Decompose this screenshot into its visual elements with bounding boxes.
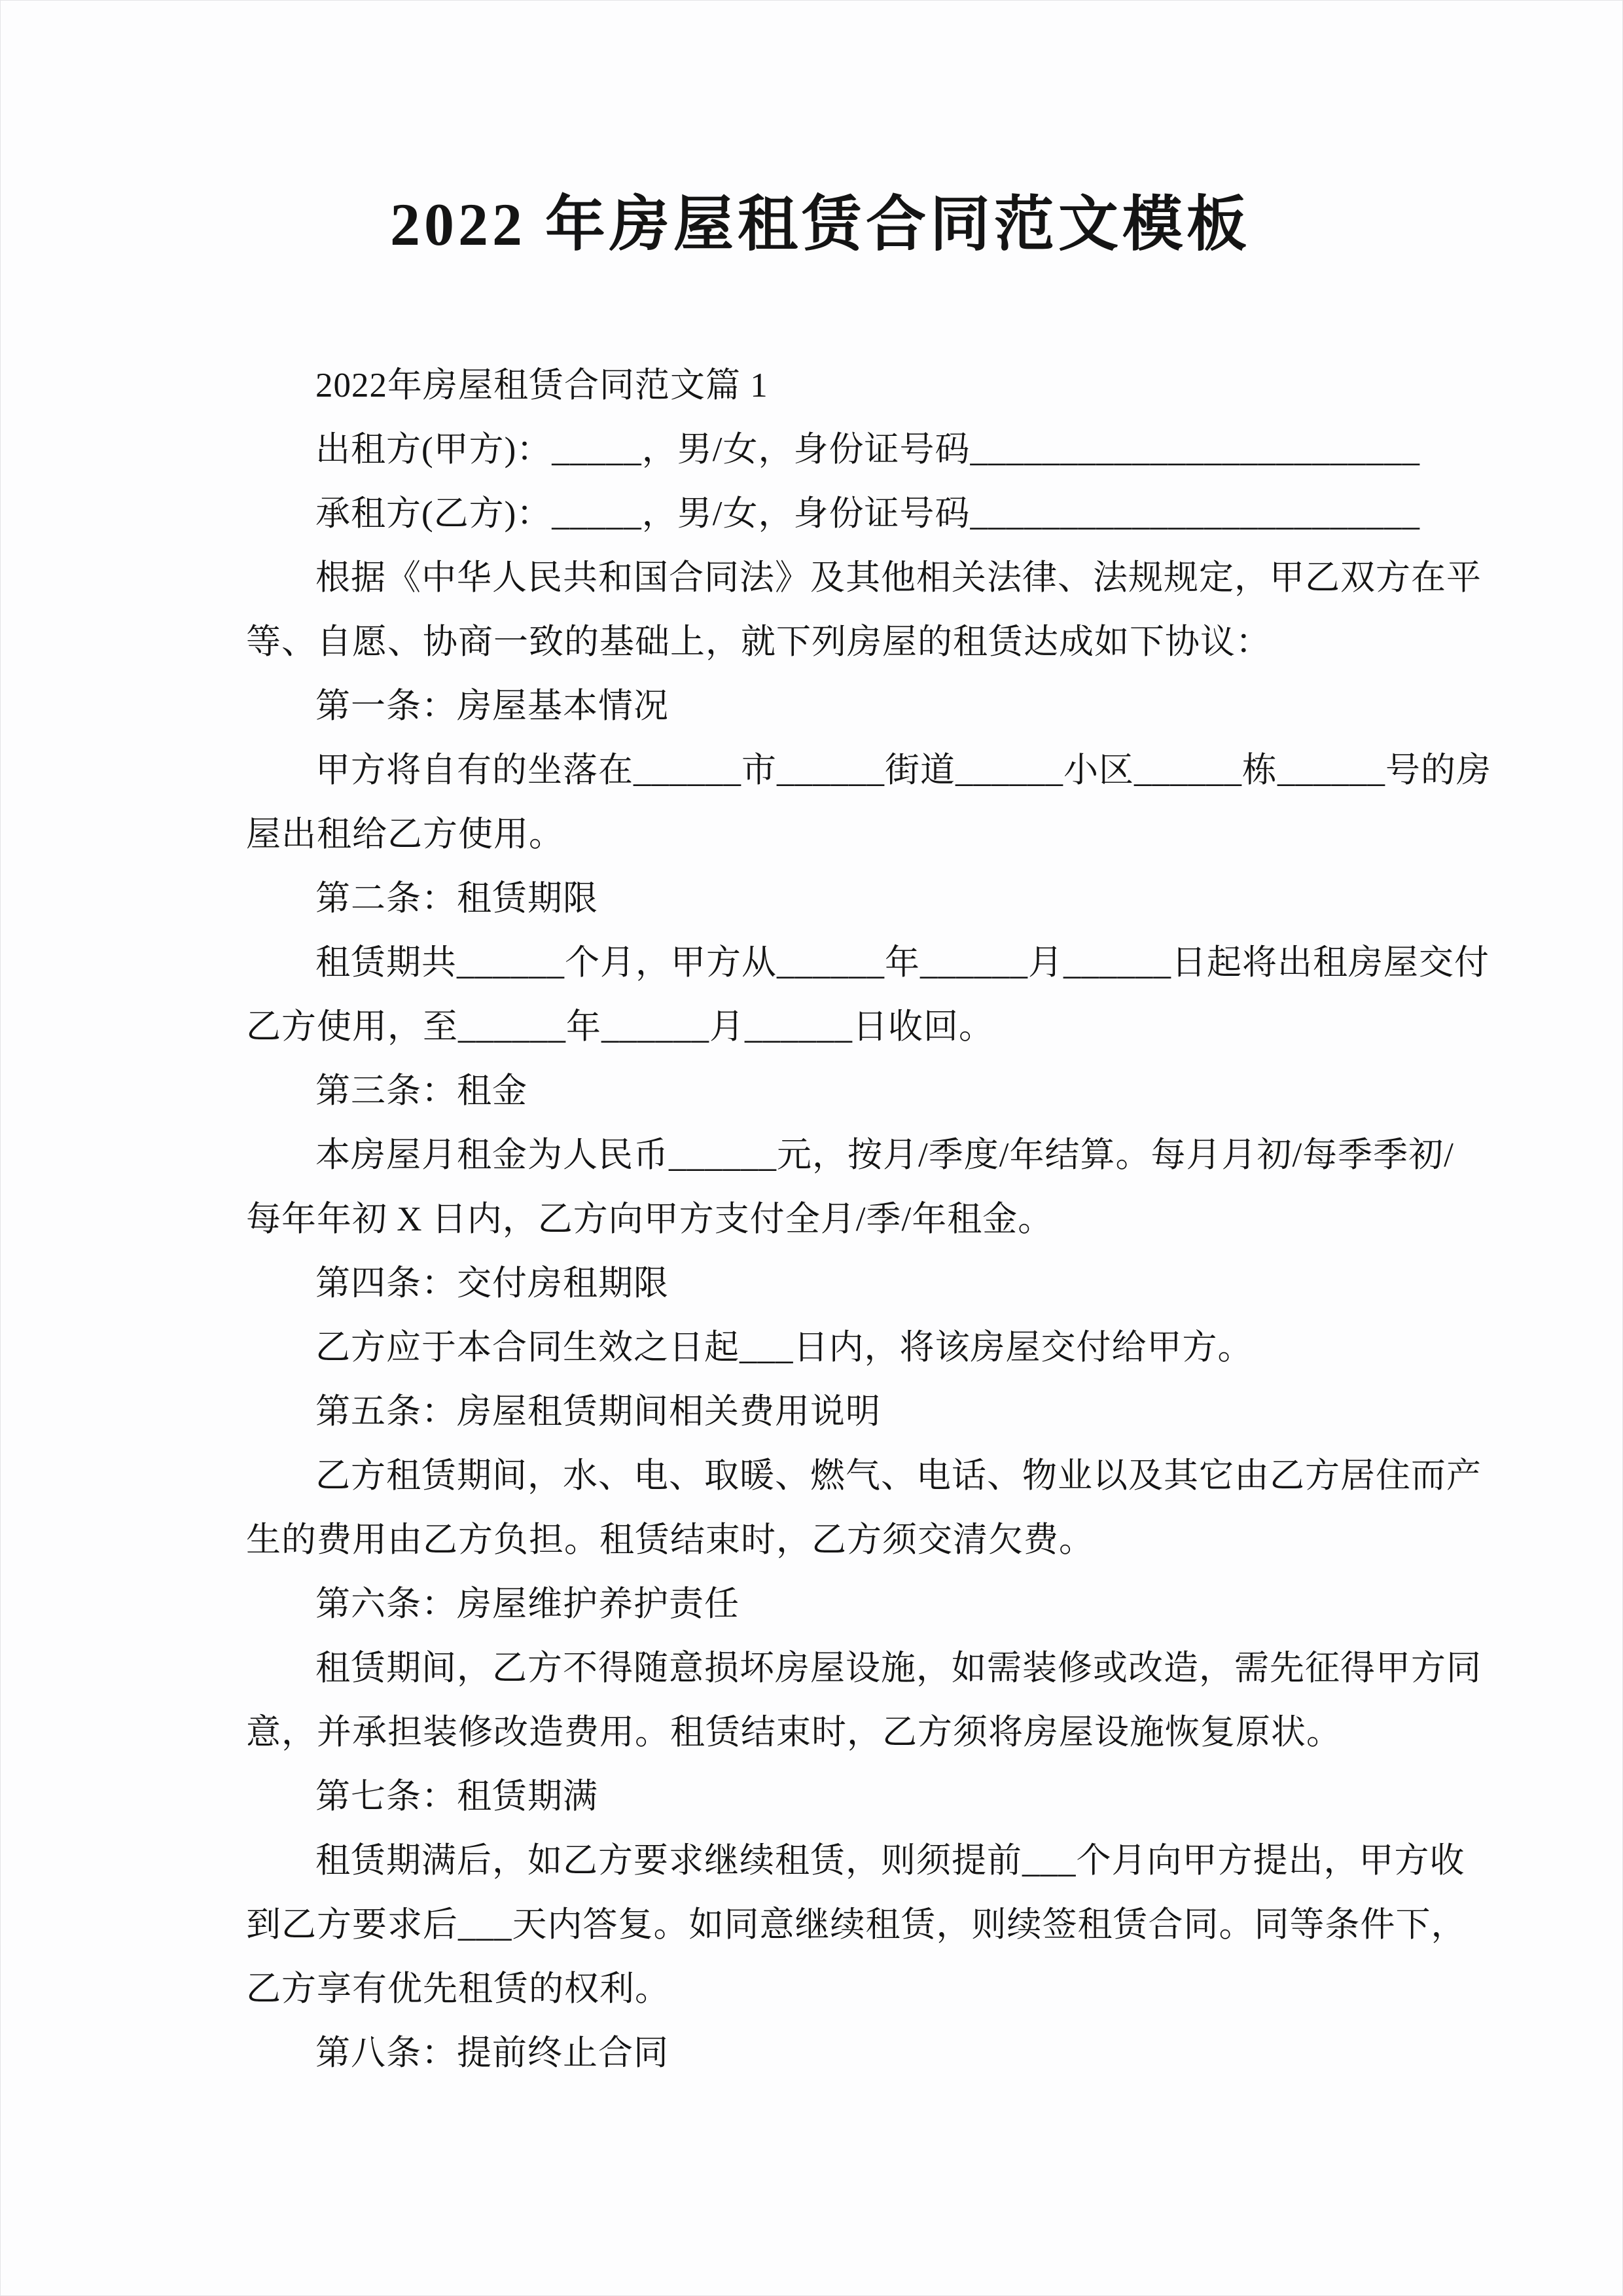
document-line: 意，并承担装修改造费用。租赁结束时，乙方须将房屋设施恢复原状。 — [246, 1713, 1342, 1751]
document-line: 乙方享有优先租赁的权利。 — [246, 1970, 670, 2008]
document-line: 本房屋月租金为人民币______元，按月/季度/年结算。每月月初/每季季初/ — [315, 1136, 1454, 1174]
document-line: 乙方使用，至______年______月______日收回。 — [246, 1008, 994, 1046]
document-line: 租赁期间，乙方不得随意损坏房屋设施，如需装修或改造，需先征得甲方同 — [315, 1649, 1482, 1687]
document-line: 乙方租赁期间，水、电、取暖、燃气、电话、物业以及其它由乙方居住而产 — [315, 1457, 1482, 1495]
document-line: 第三条：租金 — [315, 1072, 527, 1110]
document-line: 第一条：房屋基本情况 — [315, 687, 669, 725]
document-line: 到乙方要求后___天内答复。如同意继续租赁，则续签租赁合同。同等条件下， — [246, 1906, 1467, 1944]
document-line: 甲方将自有的坐落在______市______街道______小区______栋______号的房 — [315, 751, 1491, 789]
document-line: 第二条：租赁期限 — [315, 880, 598, 918]
document-line: 第七条：租赁期满 — [315, 1778, 598, 1816]
document-line: 生的费用由乙方负担。租赁结束时，乙方须交清欠费。 — [246, 1521, 1094, 1559]
document-line: 第五条：房屋租赁期间相关费用说明 — [315, 1393, 881, 1431]
document-line: 屋出租给乙方使用。 — [246, 816, 564, 853]
document-title: 2022 年房屋租赁合同范文模板 — [389, 191, 1251, 258]
document-line: 租赁期共______个月，甲方从______年______月______日起将出租房屋交付 — [315, 944, 1489, 982]
document-line: 第八条：提前终止合同 — [315, 2034, 669, 2072]
document-body — [246, 353, 1491, 2085]
document-line: 承租方(乙方)：_____，男/女，身份证号码_________________________ — [315, 495, 1421, 533]
document-line: 2022年房屋租赁合同范文篇 1 — [315, 367, 768, 404]
document-line: 每年年初 X 日内，乙方向甲方支付全月/季/年租金。 — [246, 1200, 1054, 1238]
document-line: 出租方(甲方)：_____，男/女，身份证号码_________________________ — [315, 431, 1421, 469]
document-line: 等、自愿、协商一致的基础上，就下列房屋的租赁达成如下协议： — [246, 623, 1271, 661]
document-line: 第六条：房屋维护养护责任 — [315, 1585, 740, 1623]
document-line: 租赁期满后，如乙方要求继续租赁，则须提前___个月向甲方提出，甲方收 — [315, 1842, 1465, 1880]
document-line: 乙方应于本合同生效之日起___日内，将该房屋交付给甲方。 — [315, 1329, 1253, 1367]
document-line: 根据《中华人民共和国合同法》及其他相关法律、法规规定，甲乙双方在平 — [315, 559, 1482, 597]
document-line: 第四条：交付房租期限 — [315, 1265, 669, 1302]
